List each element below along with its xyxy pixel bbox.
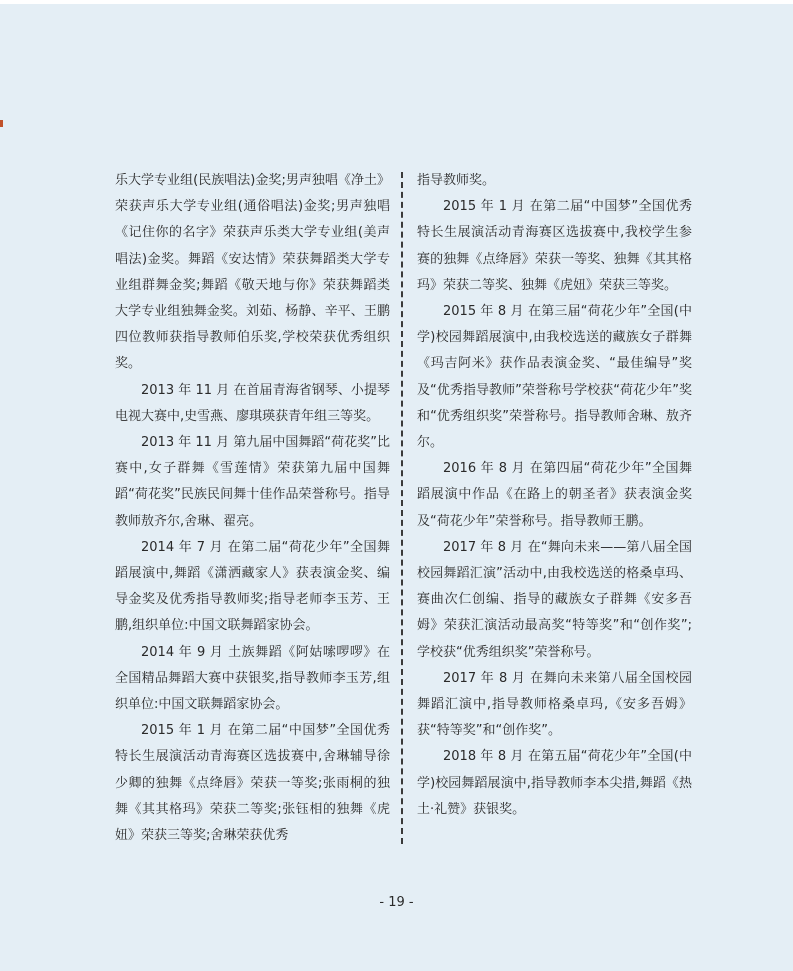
paragraph: 乐大学专业组(民族唱法)金奖;男声独唱《净土》荣获声乐大学专业组(通俗唱法)金奖;男声独唱《记住你的名字》荣获声乐类大学专业组(美声唱法)金奖。舞蹈《安达情》荣获舞蹈类大学专业组群舞金奖;舞蹈《敬天地与你》荣获舞蹈类大学专业组独舞金奖。刘茹、杨静、辛平、王鹏四位教师获指导教师伯乐奖,学校荣获优秀组织奖。 (115, 173, 390, 372)
paragraph: 2017 年 8 月 在“舞向未来——第八届全国校园舞蹈汇演”活动中,由我校选送的格桑卓玛、赛曲次仁创编、指导的藏族女子群舞《安多吾姆》荣获汇演活动最高奖“特等奖”和“创作奖”;学校获“优秀组织奖”荣誉称号。 (417, 539, 692, 660)
left-column (115, 168, 390, 849)
paragraph: 2016 年 8 月 在第四届“荷花少年”全国舞蹈展演中作品《在路上的朝圣者》获表演金奖及“荷花少年”荣誉称号。指导教师王鹏。 (417, 461, 692, 529)
paragraph: 2018 年 8 月 在第五届“荷花少年”全国(中学)校园舞蹈展演中,指导教师李本尖措,舞蹈《热土·礼赞》获银奖。 (417, 749, 692, 817)
top-strip (0, 0, 793, 4)
page-number: - 19 - (379, 895, 414, 910)
paragraph: 2015 年 1 月 在第二届“中国梦”全国优秀特长生展演活动青海赛区选拔赛中,我校学生参赛的独舞《点绛唇》荣获一等奖、独舞《其其格玛》荣获二等奖、独舞《虎妞》荣获三等奖。 (417, 199, 692, 293)
paragraph: 指导教师奖。 (417, 173, 496, 188)
paragraph: 2017 年 8 月 在舞向未来第八届全国校园舞蹈汇演中,指导教师格桑卓玛,《安多吾姆》获“特等奖”和“创作奖”。 (417, 670, 692, 739)
right-column (417, 168, 692, 823)
paragraph: 2013 年 11 月 第九届中国舞蹈“荷花奖”比赛中,女子群舞《雪莲情》荣获第九届中国舞蹈“荷花奖”民族民间舞十佳作品荣誉称号。指导教师敖齐尔,舍琳、翟亮。 (115, 435, 390, 529)
paragraph: 2015 年 8 月 在第三届“荷花少年”全国(中学)校园舞蹈展演中,由我校选送的藏族女子群舞《玛吉阿米》获作品表演金奖、“最佳编导”奖及“优秀指导教师”荣誉称号学校获“荷花少年”奖和“优秀组织奖”荣誉称号。指导教师舍琳、敖齐尔。 (417, 304, 692, 451)
paragraph: 2014 年 9 月 土族舞蹈《阿姑嗦啰啰》在全国精品舞蹈大赛中获银奖,指导教师李玉芳,组织单位:中国文联舞蹈家协会。 (115, 644, 390, 713)
paragraph: 2014 年 7 月 在第二届“荷花少年”全国舞蹈展演中,舞蹈《潇洒藏家人》获表演金奖、编导金奖及优秀指导教师奖;指导老师李玉芳、王鹏,组织单位:中国文联舞蹈家协会。 (115, 539, 390, 634)
column-divider (401, 172, 403, 844)
paragraph: 2015 年 1 月 在第二届“中国梦”全国优秀特长生展演活动青海赛区选拔赛中,舍琳辅导徐少卿的独舞《点绛唇》荣获一等奖;张雨桐的独舞《其其格玛》荣获二等奖;张钰相的独舞《虎妞》荣获三等奖;舍琳荣获优秀 (115, 723, 390, 844)
paragraph: 2013 年 11 月 在首届青海省钢琴、小提琴电视大赛中,史雪燕、廖琪瑛获青年组三等奖。 (115, 382, 390, 424)
edge-mark (0, 120, 3, 127)
